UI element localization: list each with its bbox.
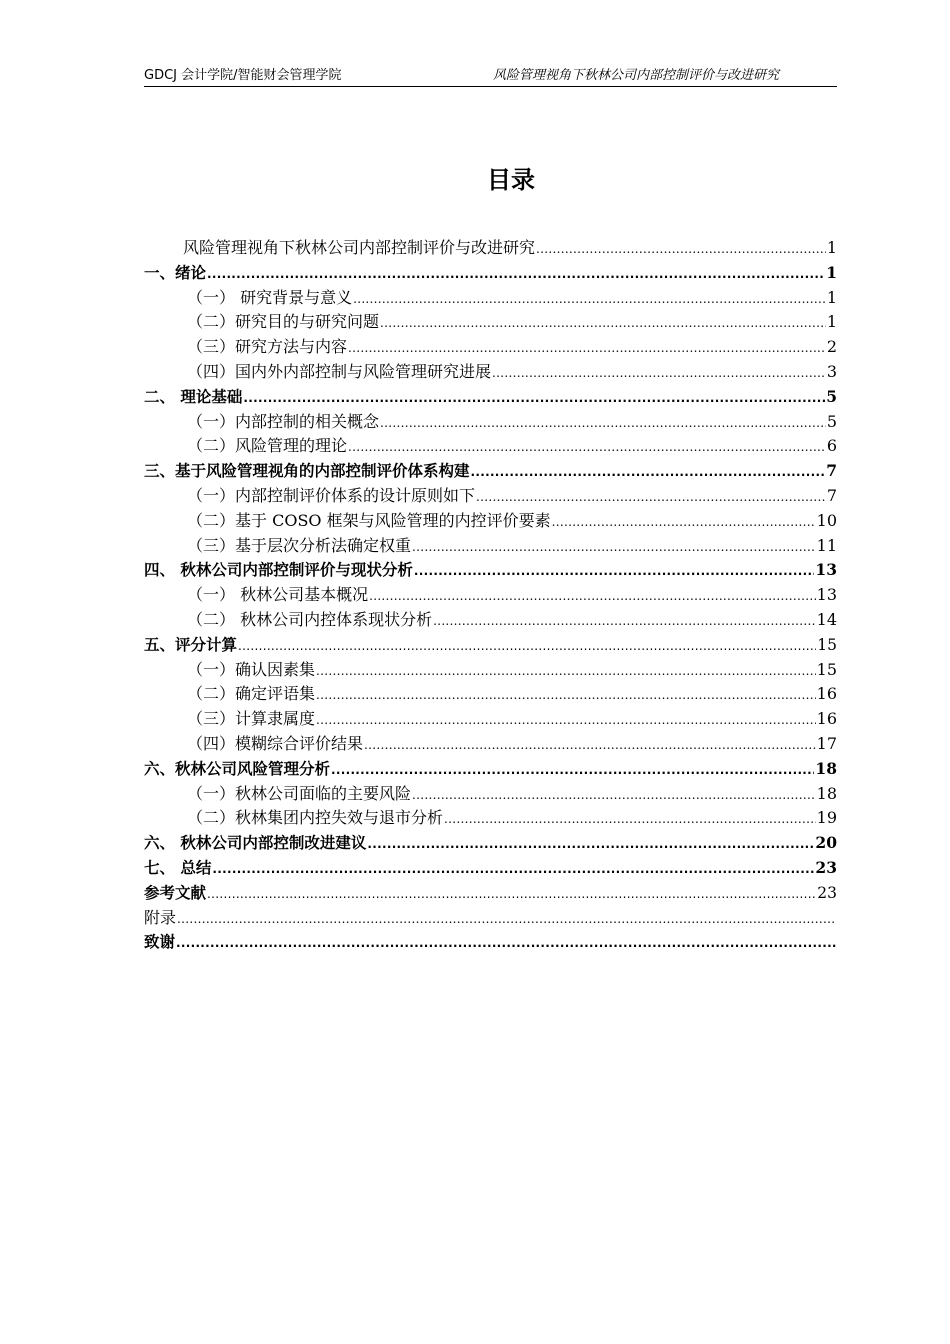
toc-entry[interactable]	[144, 410, 837, 435]
toc-entry[interactable]	[144, 930, 837, 955]
toc-leader-dots	[348, 435, 826, 460]
toc-entry[interactable]	[144, 310, 837, 335]
toc-leader-dots	[176, 931, 836, 956]
toc-entry-label: 附录	[144, 907, 177, 927]
toc-entry-page: 17	[816, 733, 837, 753]
toc-entry-label: （四）模糊综合评价结果	[187, 733, 364, 753]
toc-entry-label: （一） 研究背景与意义	[187, 287, 353, 307]
toc-entry[interactable]	[144, 707, 837, 732]
toc-leader-dots	[331, 758, 814, 783]
toc-leader-dots	[369, 584, 816, 609]
toc-entry-label: 七、 总结	[144, 858, 212, 877]
toc-entry[interactable]	[144, 534, 837, 559]
toc-leader-dots	[177, 907, 836, 932]
toc-entry[interactable]	[144, 856, 837, 881]
toc-entry-page: 20	[815, 833, 837, 853]
toc-entry-label: 致谢	[144, 933, 176, 952]
toc-entry-label: 三、基于风险管理视角的内部控制评价体系构建	[144, 462, 470, 481]
toc-entry-label: （一）内部控制的相关概念	[187, 411, 380, 431]
toc-entry-page: 15	[817, 635, 837, 654]
toc-leader-dots	[316, 683, 816, 708]
toc-leader-dots	[444, 807, 816, 832]
toc-entry-page: 13	[816, 585, 837, 605]
toc-entry-page: 13	[815, 560, 837, 580]
header-thesis-title: 风险管理视角下秋林公司内部控制评价与改进研究	[492, 68, 779, 83]
toc-entry[interactable]	[144, 261, 837, 286]
toc-leader-dots	[367, 832, 814, 857]
toc-entry-label: （三）计算隶属度	[187, 709, 316, 729]
header-institution: GDCJ 会计学院/智能财会管理学院	[144, 68, 342, 83]
toc-entry-label: （二）基于 COSO 框架与风险管理的内控评价要素	[187, 510, 551, 530]
toc-entry-page: 7	[826, 485, 837, 505]
toc-leader-dots	[433, 609, 816, 634]
toc-entry-label: 参考文献	[144, 883, 207, 902]
toc-entry-label: 风险管理视角下秋林公司内部控制评价与改进研究	[183, 238, 536, 257]
toc-entry-page: 16	[816, 684, 837, 704]
toc-entry-label: 五、评分计算	[144, 635, 238, 654]
toc-leader-dots	[380, 311, 826, 336]
toc-entry[interactable]	[144, 434, 837, 459]
toc-entry-page: 5	[826, 386, 837, 406]
toc-entry[interactable]	[144, 608, 837, 633]
toc-entry-page: 15	[816, 659, 837, 679]
toc-leader-dots	[412, 783, 816, 808]
toc-leader-dots	[353, 287, 826, 312]
toc-entry-page: 2	[826, 337, 837, 357]
toc-entry-page: 18	[816, 783, 837, 803]
toc-entry-label: （四）国内外内部控制与风险管理研究进展	[187, 361, 492, 381]
toc-entry[interactable]	[144, 459, 837, 484]
toc-entry-label: （一）确认因素集	[187, 659, 316, 679]
toc-entry-label: （三）基于层次分析法确定权重	[187, 535, 412, 555]
toc-entry[interactable]	[144, 831, 837, 856]
toc-entry-page: 3	[826, 361, 837, 381]
toc-entry[interactable]	[144, 633, 837, 658]
toc-leader-dots	[316, 708, 816, 733]
toc-entry-label: （三）研究方法与内容	[187, 337, 348, 357]
toc-entry[interactable]	[144, 484, 837, 509]
toc-leader-dots	[380, 411, 826, 436]
toc-entry-page: 5	[826, 411, 837, 431]
toc-leader-dots	[243, 386, 825, 411]
toc-entry[interactable]	[144, 335, 837, 360]
toc-entry-label: （二） 秋林公司内控体系现状分析	[187, 609, 433, 629]
toc-entry-label: （二）确定评语集	[187, 684, 316, 704]
toc-entry[interactable]	[144, 757, 837, 782]
toc-entry[interactable]	[144, 906, 837, 931]
toc-entry[interactable]	[144, 286, 837, 311]
toc-leader-dots	[471, 460, 826, 485]
toc-entry[interactable]	[144, 509, 837, 534]
toc-entry-page: 1	[826, 312, 837, 332]
toc-entry-label: （二）研究目的与研究问题	[187, 312, 380, 332]
toc-entry[interactable]	[144, 583, 837, 608]
toc-entry-label: （二）秋林集团内控失效与退市分析	[187, 808, 444, 828]
toc-entry-page: 14	[816, 609, 837, 629]
toc-leader-dots	[348, 336, 826, 361]
toc-entry-label: 四、 秋林公司内部控制评价与现状分析	[144, 561, 413, 580]
toc-entry-page: 10	[816, 510, 837, 530]
toc-entry-label: 二、 理论基础	[144, 387, 243, 406]
toc-leader-dots	[207, 882, 816, 907]
table-of-contents	[144, 236, 837, 955]
toc-entry-page: 18	[815, 758, 837, 778]
toc-entry-page: 16	[816, 709, 837, 729]
toc-leader-dots	[536, 237, 826, 262]
toc-entry-label: （一） 秋林公司基本概况	[187, 585, 369, 605]
toc-entry[interactable]	[144, 682, 837, 707]
toc-leader-dots	[316, 659, 816, 684]
toc-entry-label: （二）风险管理的理论	[187, 436, 348, 456]
toc-entry[interactable]	[144, 881, 837, 906]
toc-leader-dots	[552, 510, 816, 535]
toc-entry-page: 23	[817, 883, 837, 902]
toc-leader-dots	[238, 634, 816, 659]
toc-entry-page: 19	[816, 808, 837, 828]
page-title: 目录	[487, 166, 535, 194]
toc-leader-dots	[476, 485, 826, 510]
toc-entry[interactable]	[144, 360, 837, 385]
toc-entry[interactable]	[144, 558, 837, 583]
toc-entry-page: 1	[826, 238, 837, 257]
toc-entry-page: 1	[826, 262, 837, 282]
toc-entry-label: 六、 秋林公司内部控制改进建议	[144, 834, 367, 853]
toc-entry-label: （一）秋林公司面临的主要风险	[187, 783, 412, 803]
toc-entry-page: 6	[826, 436, 837, 456]
toc-leader-dots	[212, 857, 814, 882]
toc-entry-label: 一、绪论	[144, 263, 207, 282]
toc-leader-dots	[207, 262, 825, 287]
toc-entry[interactable]	[144, 658, 837, 683]
toc-leader-dots	[412, 535, 816, 560]
toc-entry-page: 11	[816, 535, 837, 555]
toc-entry[interactable]	[144, 236, 837, 261]
page-header	[144, 66, 837, 87]
toc-entry[interactable]	[144, 806, 837, 831]
toc-entry[interactable]	[144, 732, 837, 757]
toc-entry[interactable]	[144, 782, 837, 807]
toc-entry-page: 23	[815, 857, 837, 877]
toc-leader-dots	[492, 361, 826, 386]
toc-entry-page: 1	[826, 287, 837, 307]
toc-entry-label: （一）内部控制评价体系的设计原则如下	[187, 485, 476, 505]
toc-entry[interactable]	[144, 385, 837, 410]
toc-leader-dots	[364, 733, 816, 758]
toc-entry-label: 六、秋林公司风险管理分析	[144, 759, 331, 778]
toc-leader-dots	[414, 559, 815, 584]
toc-entry-page: 7	[826, 461, 837, 481]
